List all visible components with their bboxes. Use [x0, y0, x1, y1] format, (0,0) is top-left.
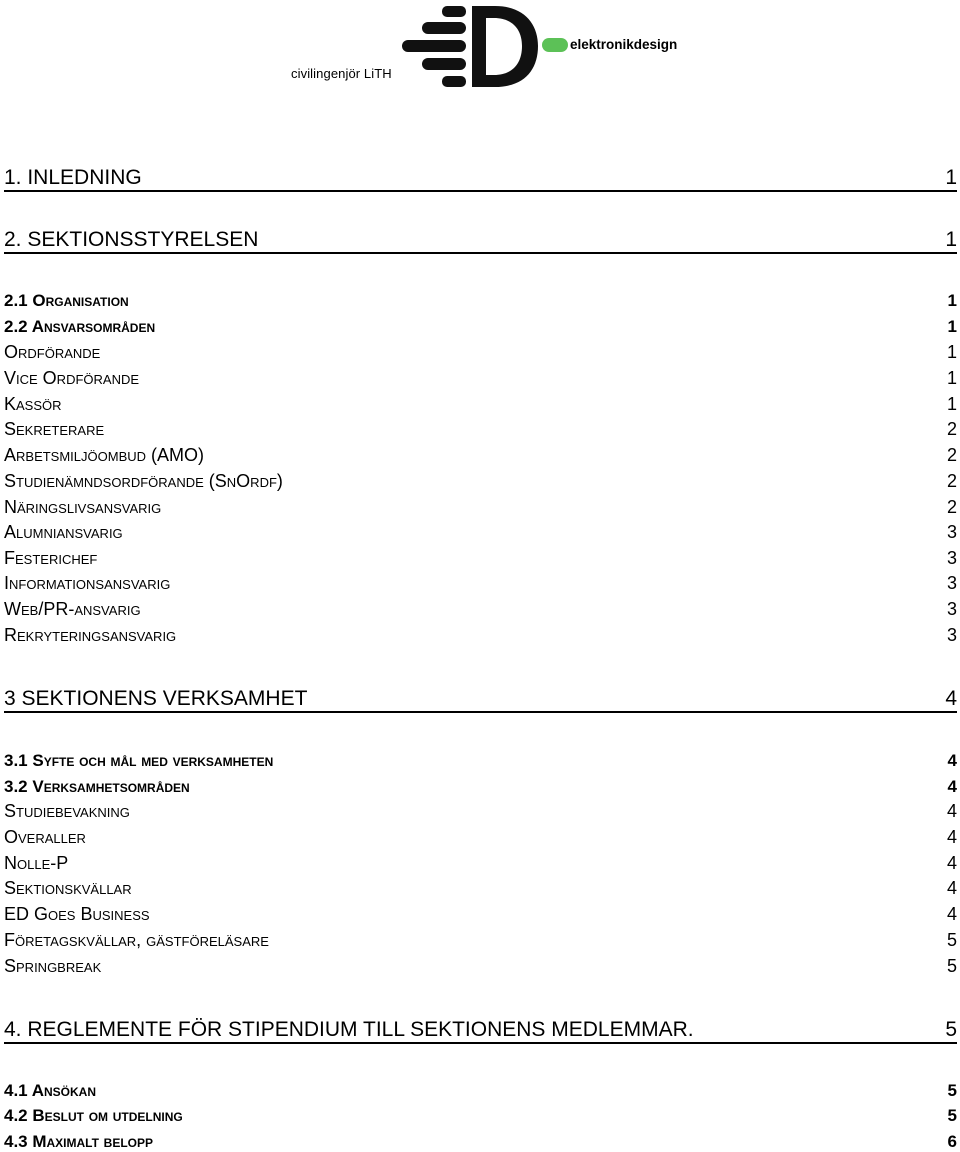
toc-entry-page: 3 — [946, 548, 957, 568]
toc-subsection — [4, 598, 957, 620]
toc-entry-page: 2 — [946, 471, 957, 491]
toc-entry-title: Alumniansvarig — [4, 522, 123, 542]
toc-entry-title: Kassör — [4, 394, 62, 414]
toc-entry-page: 1 — [947, 317, 957, 336]
toc-entry-title: 4. REGLEMENTE FÖR STIPENDIUM TILL SEKTIONENS MEDLEMMAR. — [4, 1018, 694, 1041]
toc-entry-page: 1 — [946, 368, 957, 388]
toc-entry-page: 2 — [946, 419, 957, 439]
toc-entry-title: 2.2 Ansvarsområden — [4, 317, 156, 336]
toc-chapter — [4, 685, 957, 713]
toc-entry-page: 5 — [945, 1018, 957, 1041]
toc-subsection — [4, 877, 957, 899]
toc-subsection — [4, 470, 957, 492]
toc-subsection — [4, 624, 957, 646]
toc-entry-title: 2. SEKTIONSSTYRELSEN — [4, 228, 259, 251]
toc-entry-title: Springbreak — [4, 956, 102, 976]
toc-entry-page: 4 — [946, 904, 957, 924]
toc-entry-page: 3 — [946, 573, 957, 593]
toc-entry-page: 1 — [946, 342, 957, 362]
toc-entry-page: 1 — [947, 291, 957, 310]
toc-subsection — [4, 903, 957, 925]
toc-entry-title: 3 SEKTIONENS VERKSAMHET — [4, 687, 308, 710]
toc-entry-page: 4 — [946, 801, 957, 821]
toc-subsection — [4, 572, 957, 594]
toc-entry-title: 2.1 Organisation — [4, 291, 129, 310]
toc-entry-title: Studiebevakning — [4, 801, 130, 821]
toc-entry-page: 5 — [947, 1106, 957, 1125]
toc-entry-title: 4.1 Ansökan — [4, 1081, 97, 1100]
toc-entry-title: Festerichef — [4, 548, 98, 568]
toc-subsection — [4, 852, 957, 874]
toc-entry-page: 3 — [946, 625, 957, 645]
toc-entry-title: Rekryteringsansvarig — [4, 625, 177, 645]
logo-left-text: civilingenjör LiTH — [291, 66, 392, 81]
toc-section — [4, 1104, 957, 1126]
toc-entry-page: 1 — [945, 166, 957, 189]
logo — [280, 0, 700, 95]
toc-entry-title: Informationsansvarig — [4, 573, 171, 593]
toc-entry-title: Företagskvällar, gästföreläsare — [4, 930, 269, 950]
toc-subsection — [4, 418, 957, 440]
toc-chapter — [4, 1016, 957, 1044]
toc-subsection — [4, 800, 957, 822]
toc-entry-page: 4 — [946, 827, 957, 847]
toc-chapter — [4, 226, 957, 254]
toc-section — [4, 289, 957, 311]
toc-section — [4, 775, 957, 797]
toc-entry-title: Sekreterare — [4, 419, 105, 439]
logo-right-text: elektronikdesign — [570, 37, 678, 52]
toc-entry-title: 4.2 Beslut om utdelning — [4, 1106, 183, 1125]
toc-section — [4, 1079, 957, 1101]
toc-entry-title: ED Goes Business — [4, 904, 150, 924]
toc-subsection — [4, 929, 957, 951]
toc-subsection — [4, 547, 957, 569]
toc-entry-title: Vice Ordförande — [4, 368, 140, 388]
toc-entry-page: 5 — [946, 956, 957, 976]
toc-entry-page: 4 — [946, 878, 957, 898]
toc-subsection — [4, 496, 957, 518]
toc-section — [4, 315, 957, 337]
toc-entry-page: 5 — [947, 1081, 957, 1100]
toc-entry-page: 4 — [947, 751, 957, 770]
toc-entry-title: Näringslivsansvarig — [4, 497, 162, 517]
toc-entry-title: Arbetsmiljöombud (AMO) — [4, 445, 205, 465]
toc-entry-page: 2 — [946, 497, 957, 517]
toc-entry-title: Sektionskvällar — [4, 878, 132, 898]
toc-entry-title: Ordförande — [4, 342, 101, 362]
toc-entry-title: Studienämndsordförande (SnOrdf) — [4, 471, 283, 491]
toc-entry-page: 6 — [947, 1132, 957, 1151]
toc-section — [4, 1130, 957, 1152]
toc-subsection — [4, 444, 957, 466]
toc-entry-page: 1 — [945, 228, 957, 251]
toc-entry-page: 4 — [947, 777, 957, 796]
toc-entry-page: 3 — [946, 522, 957, 542]
toc-subsection — [4, 955, 957, 977]
toc-entry-title: 3.1 Syfte och mål med verksamheten — [4, 751, 274, 770]
toc-entry-page: 4 — [945, 687, 957, 710]
toc-entry-title: 1. INLEDNING — [4, 166, 142, 189]
toc-entry-page: 5 — [946, 930, 957, 950]
toc-entry-title: Overaller — [4, 827, 86, 847]
toc-entry-page: 4 — [946, 853, 957, 873]
toc-section — [4, 749, 957, 771]
toc-entry-page: 3 — [946, 599, 957, 619]
toc-entry-title: 3.2 Verksamhetsområden — [4, 777, 190, 796]
toc-subsection — [4, 341, 957, 363]
toc-subsection — [4, 826, 957, 848]
toc-subsection — [4, 521, 957, 543]
toc-entry-page: 1 — [946, 394, 957, 414]
toc-entry-title: 4.3 Maximalt belopp — [4, 1132, 154, 1151]
toc-subsection — [4, 393, 957, 415]
toc-entry-title: Web/PR-ansvarig — [4, 599, 141, 619]
toc-entry-title: Nolle-P — [4, 853, 69, 873]
toc-entry-page: 2 — [946, 445, 957, 465]
toc-chapter — [4, 164, 957, 192]
toc-subsection — [4, 367, 957, 389]
